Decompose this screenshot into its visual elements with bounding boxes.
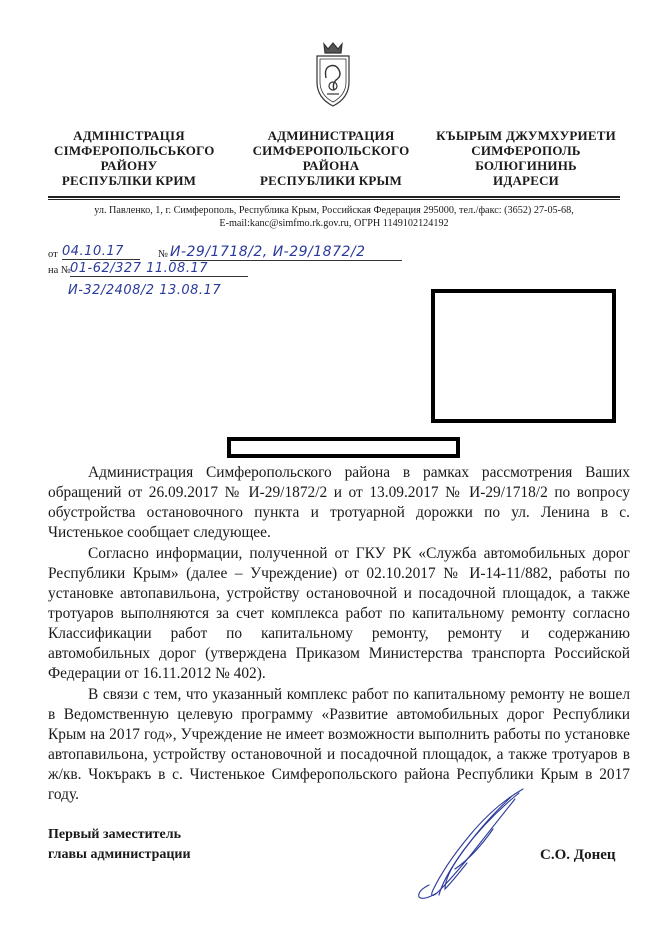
letter-body (48, 463, 630, 805)
header-left-line: РЕСПУБЛІКИ КРИМ (61, 173, 197, 188)
redacted-salutation-box (227, 437, 460, 458)
contact-line: E-mail:kanc@simfmo.rk.gov.ru, ОГРН 1149102124192 (219, 218, 449, 229)
reference-date-handwritten: 04.10.17 (62, 244, 140, 260)
header-right-line: СИМФЕРОПОЛЬ (471, 143, 581, 158)
signatory-title-line1: Первый заместитель (48, 827, 181, 842)
header-right-line: ИДАРЕСИ (493, 173, 559, 188)
reference-to-handwritten: 01-62/327 11.08.17 (70, 261, 248, 277)
header-center-russian (246, 128, 416, 188)
header-divider-thin (48, 199, 620, 200)
header-center-line: СИМФЕРОПОЛЬСКОГО (252, 143, 410, 158)
signatory-name: С.О. Донец (540, 847, 616, 863)
address-line: ул. Павленко, 1, г. Симферополь, Республика Крым, Российская Федерация 295000, тел./факс: (3652) 27-05-68, (94, 205, 574, 216)
body-paragraph: В связи с тем, что указанный комплекс работ по капитальному ремонту не вошел в Ведомственную целевую программу «Развитие автомобильных дорог Республики Крым на 2017 год», Учреждение не имеет возможности выполнить работы по установке автопавильона, устройству остановочной и посадочной площадок, а также тротуаров в ж/кв. Чокъракъ в с. Чистенькое Симферопольского района Республики Крым в 2017 году. (48, 686, 630, 803)
header-divider (48, 196, 620, 198)
header-center-line: АДМИНИСТРАЦИЯ (267, 128, 395, 143)
header-left-line: РАЙОНУ (100, 158, 158, 173)
body-paragraph: Согласно информации, полученной от ГКУ РК «Служба автомобильных дорог Республики Крым» (далее – Учреждение) от 02.10.2017 № И-14-11/882, работы по установке автопавильона, устройству остановочной и посадочной площадок, а также тротуаров выполняются за счет комплекса работ по капитальному ремонту согласно Классификации работ по капитальному ремонту, ремонту и содержанию автомобильных дорог (утверждена Приказом Министерства транспорта Российской Федерации от 16.11.2012 № 402). (48, 545, 630, 682)
coat-of-arms-emblem (312, 40, 354, 112)
reference-number-handwritten: И-29/1718/2, И-29/1872/2 (170, 244, 402, 261)
body-paragraph: Администрация Симферопольского района в рамках рассмотрения Ваших обращений от 26.09.2017 № И-29/1872/2 и от 13.09.2017 № И-29/1718/2 по вопросу обустройства остановочного пункта и тротуарной дорожки по ул. Ленина в с. Чистенькое сообщает следующее. (48, 464, 630, 541)
header-left-ukrainian (54, 128, 215, 188)
reference-from-label: от (48, 249, 58, 260)
header-left-line: СІМФЕРОПОЛЬСЬКОГО (54, 143, 215, 158)
header-left-line: АДМІНІСТРАЦІЯ (73, 128, 185, 143)
redacted-recipient-box (431, 289, 616, 423)
reference-number-label: № (158, 249, 169, 260)
header-center-line: РАЙОНА (302, 158, 360, 173)
handwritten-signature (415, 785, 533, 905)
reference-to-label: на № (48, 265, 71, 276)
header-right-crimean-tatar (436, 128, 616, 188)
signatory-title-line2: главы администрации (48, 847, 191, 862)
reference-extra-handwritten: И-32/2408/2 13.08.17 (68, 283, 222, 298)
header-right-line: КЪЫРЫМ ДЖУМХУРИЕТИ (436, 128, 616, 143)
header-right-line: БОЛЮГИНИНЬ (475, 158, 577, 173)
header-center-line: РЕСПУБЛИКИ КРЫМ (260, 173, 402, 188)
